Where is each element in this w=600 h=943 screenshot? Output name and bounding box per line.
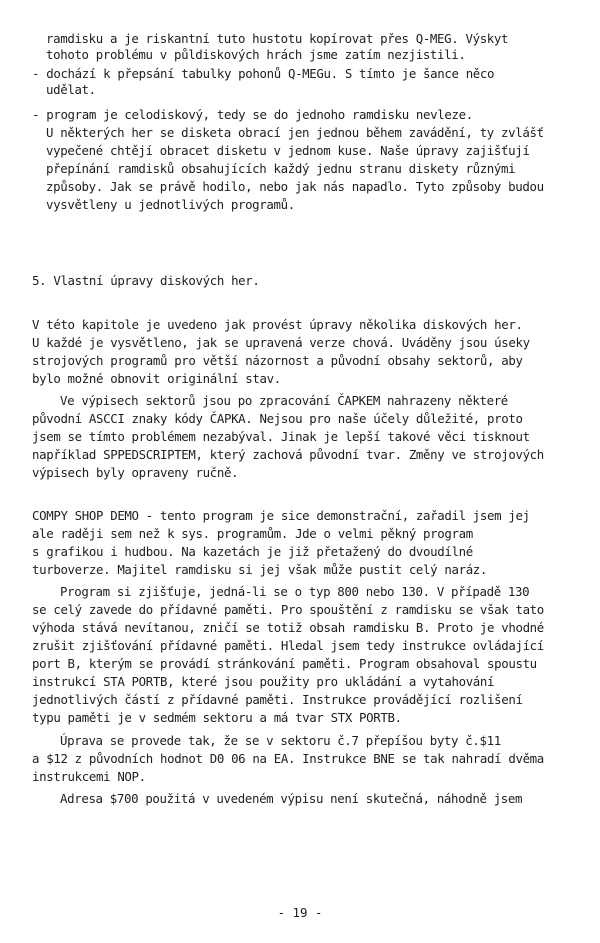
list-item-line: - program je celodiskový, tedy se do jednoho ramdisku nevleze. bbox=[32, 107, 473, 122]
text-line: U každé je vysvětleno, jak se upravená verze chová. Uváděny jsou úseky bbox=[32, 335, 530, 350]
list-item-line: udělat. bbox=[46, 82, 96, 97]
text-line: vypečené chtějí obracet disketu v jednom kuse. Naše úpravy zajišťují bbox=[46, 143, 530, 158]
text-line: výpisech byly opraveny ručně. bbox=[32, 465, 239, 480]
section-heading: 5. Vlastní úpravy diskových her. bbox=[32, 273, 260, 288]
text-line: vysvětleny u jednotlivých programů. bbox=[46, 197, 295, 212]
text-line: se celý zavede do přídavné paměti. Pro spouštění z ramdisku se však tato bbox=[32, 602, 544, 617]
text-line: Adresa $700 použitá v uvedeném výpisu není skutečná, náhodně jsem bbox=[60, 791, 523, 806]
text-line: například SPPEDSCRIPTEM, který zachová původní tvar. Změny ve strojových bbox=[32, 447, 544, 462]
text-line: turboverze. Majitel ramdisku si jej však může pustit celý naráz. bbox=[32, 562, 488, 577]
text-line: U některých her se disketa obrací jen jednou během zavádění, ty zvlášť bbox=[46, 125, 544, 140]
text-line: ramdisku a je riskantní tuto hustotu kopírovat přes Q-MEG. Výskyt bbox=[46, 31, 509, 46]
text-line: přepínání ramdisků obsahujících každý jednu stranu diskety různými bbox=[46, 161, 516, 176]
text-line: V této kapitole je uvedeno jak provést úpravy několika diskových her. bbox=[32, 317, 523, 332]
text-line: COMPY SHOP DEMO - tento program je sice demonstrační, zařadil jsem jej bbox=[32, 508, 530, 523]
text-line: Ve výpisech sektorů jsou po zpracování ČAPKEM nahrazeny některé bbox=[60, 393, 508, 408]
text-line: jsem se tímto problémem nezabýval. Jinak je lepší takové věci tisknout bbox=[32, 429, 530, 444]
text-line: původní ASCCI znaky kódy ČAPKA. Nejsou pro naše účely důležité, proto bbox=[32, 411, 523, 426]
text-line: port B, kterým se provádí stránkování paměti. Program obsahoval spoustu bbox=[32, 656, 537, 671]
text-line: Program si zjišťuje, jedná-li se o typ 800 nebo 130. V případě 130 bbox=[60, 584, 530, 599]
text-line: tohoto problému v půldiskových hrách jsme zatím nezjistili. bbox=[46, 47, 466, 62]
text-line: ale raději sem než k sys. programům. Jde o velmi pěkný program bbox=[32, 526, 473, 541]
text-line: strojových programů pro větší názornost a původní obsahy sektorů, aby bbox=[32, 353, 523, 368]
text-line: způsoby. Jak se právě hodilo, nebo jak nás napadlo. Tyto způsoby budou bbox=[46, 179, 544, 194]
text-line: instrukcemi NOP. bbox=[32, 769, 146, 784]
list-item-line: - dochází k přepsání tabulky pohonů Q-MEGu. S tímto je šance něco bbox=[32, 66, 495, 81]
text-line: zrušit zjišťování přídavné paměti. Hledal jsem tedy instrukce ovládající bbox=[32, 638, 544, 653]
text-line: s grafikou i hudbou. Na kazetách je již přetažený do dvoudílné bbox=[32, 544, 473, 559]
text-line: bylo možné obnovit originální stav. bbox=[32, 371, 281, 386]
text-line: jednotlivých částí z přídavné paměti. Instrukce provádějící rozlišení bbox=[32, 692, 523, 707]
page-number: - 19 - bbox=[277, 905, 323, 920]
text-line: a $12 z původních hodnot D0 06 na EA. Instrukce BNE se tak nahradí dvěma bbox=[32, 751, 544, 766]
text-line: typu paměti je v sedmém sektoru a má tvar STX PORTB. bbox=[32, 710, 402, 725]
text-line: instrukcí STA PORTB, které jsou použity pro ukládání a vytahování bbox=[32, 674, 495, 689]
text-line: výhoda stává nevítanou, zničí se totiž obsah ramdisku B. Proto je vhodné bbox=[32, 620, 544, 635]
text-line: Úprava se provede tak, že se v sektoru č.7 přepíšou byty č.$11 bbox=[60, 733, 501, 748]
